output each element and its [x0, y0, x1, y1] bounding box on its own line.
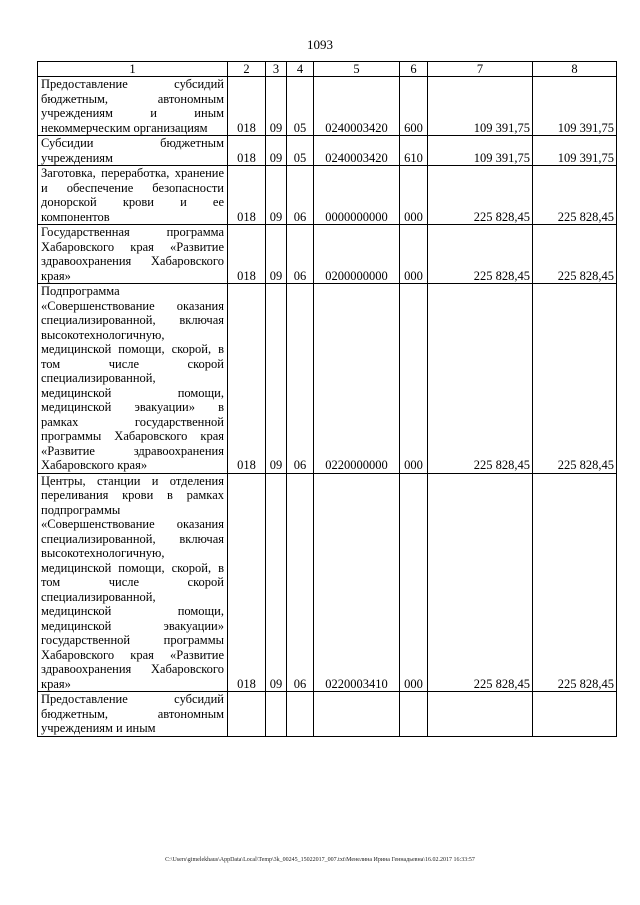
amount-col7 [428, 692, 533, 737]
section-code: 09 [266, 473, 287, 692]
amount-col8 [533, 692, 617, 737]
target-article-code [314, 692, 400, 737]
ministry-code: 018 [228, 136, 266, 166]
file-path-footer: C:\Users\gimelekhaus\AppData\Local\Temp\3k_00245_15022017_007.txt\Менелина Ирина Геннадьевна\16.02.2017 16:33:57 [165, 857, 475, 863]
amount-col8: 225 828,45 [533, 473, 617, 692]
target-article-code: 0220000000 [314, 284, 400, 474]
col-header: 7 [428, 62, 533, 77]
amount-col7: 225 828,45 [428, 473, 533, 692]
amount-col7: 225 828,45 [428, 166, 533, 225]
amount-col8: 225 828,45 [533, 284, 617, 474]
table-row [38, 166, 617, 225]
expense-type-code: 000 [400, 166, 428, 225]
ministry-code: 018 [228, 473, 266, 692]
row-description: Государственная программа Хабаровского края «Развитие здравоохранения Хабаровского края» [38, 225, 228, 284]
row-description: Центры, станции и отделения переливания крови в рамках подпрограммы «Совершенствование оказания специализированной, включая высокотехнологичную, медицинской помощи, скорой, в том числе скорой специализированной, медицинской помощи, медицинской эвакуации» государственной программы Хабаровского края «Развитие здравоохранения Хабаровского края» [38, 473, 228, 692]
section-code: 09 [266, 284, 287, 474]
ministry-code: 018 [228, 284, 266, 474]
subsection-code [287, 692, 314, 737]
col-header: 3 [266, 62, 287, 77]
col-header: 6 [400, 62, 428, 77]
target-article-code: 0240003420 [314, 136, 400, 166]
section-code [266, 692, 287, 737]
col-header: 5 [314, 62, 400, 77]
row-description: Предоставление субсидий бюджетным, автономным учреждениям и иным некоммерческим организациям [38, 77, 228, 136]
amount-col7: 109 391,75 [428, 136, 533, 166]
ministry-code: 018 [228, 225, 266, 284]
header-row [38, 62, 617, 77]
amount-col8: 109 391,75 [533, 136, 617, 166]
subsection-code: 06 [287, 473, 314, 692]
table-row [38, 473, 617, 692]
table-row [38, 136, 617, 166]
amount-col8: 225 828,45 [533, 166, 617, 225]
subsection-code: 06 [287, 225, 314, 284]
col-header: 8 [533, 62, 617, 77]
row-description: Предоставление субсидий бюджетным, автономным учреждениям и иным [38, 692, 228, 737]
expense-type-code: 610 [400, 136, 428, 166]
target-article-code: 0220003410 [314, 473, 400, 692]
expense-type-code: 000 [400, 225, 428, 284]
amount-col7: 109 391,75 [428, 77, 533, 136]
subsection-code: 06 [287, 166, 314, 225]
expense-type-code [400, 692, 428, 737]
subsection-code: 06 [287, 284, 314, 474]
ministry-code: 018 [228, 166, 266, 225]
amount-col7: 225 828,45 [428, 284, 533, 474]
table-row [38, 225, 617, 284]
col-header: 4 [287, 62, 314, 77]
section-code: 09 [266, 166, 287, 225]
expense-type-code: 000 [400, 284, 428, 474]
subsection-code: 05 [287, 136, 314, 166]
table-row [38, 692, 617, 737]
amount-col8: 109 391,75 [533, 77, 617, 136]
expense-type-code: 000 [400, 473, 428, 692]
section-code: 09 [266, 136, 287, 166]
expense-type-code: 600 [400, 77, 428, 136]
section-code: 09 [266, 225, 287, 284]
ministry-code [228, 692, 266, 737]
col-header: 2 [228, 62, 266, 77]
table-row [38, 77, 617, 136]
section-code: 09 [266, 77, 287, 136]
col-header: 1 [38, 62, 228, 77]
row-description: Подпрограмма «Совершенствование оказания специализированной, включая высокотехнологичную, медицинской помощи, скорой, в том числе скорой специализированной, медицинской помощи, медицинской эвакуации» в рамках государственной программы Хабаровского края «Развитие здравоохранения Хабаровского края» [38, 284, 228, 474]
row-description: Заготовка, переработка, хранение и обеспечение безопасности донорской крови и ее компонентов [38, 166, 228, 225]
row-description: Субсидии бюджетным учреждениям [38, 136, 228, 166]
target-article-code: 0240003420 [314, 77, 400, 136]
budget-table [37, 61, 617, 737]
target-article-code: 0000000000 [314, 166, 400, 225]
table-row [38, 284, 617, 474]
subsection-code: 05 [287, 77, 314, 136]
target-article-code: 0200000000 [314, 225, 400, 284]
page-number: 1093 [307, 37, 333, 52]
ministry-code: 018 [228, 77, 266, 136]
amount-col8: 225 828,45 [533, 225, 617, 284]
amount-col7: 225 828,45 [428, 225, 533, 284]
